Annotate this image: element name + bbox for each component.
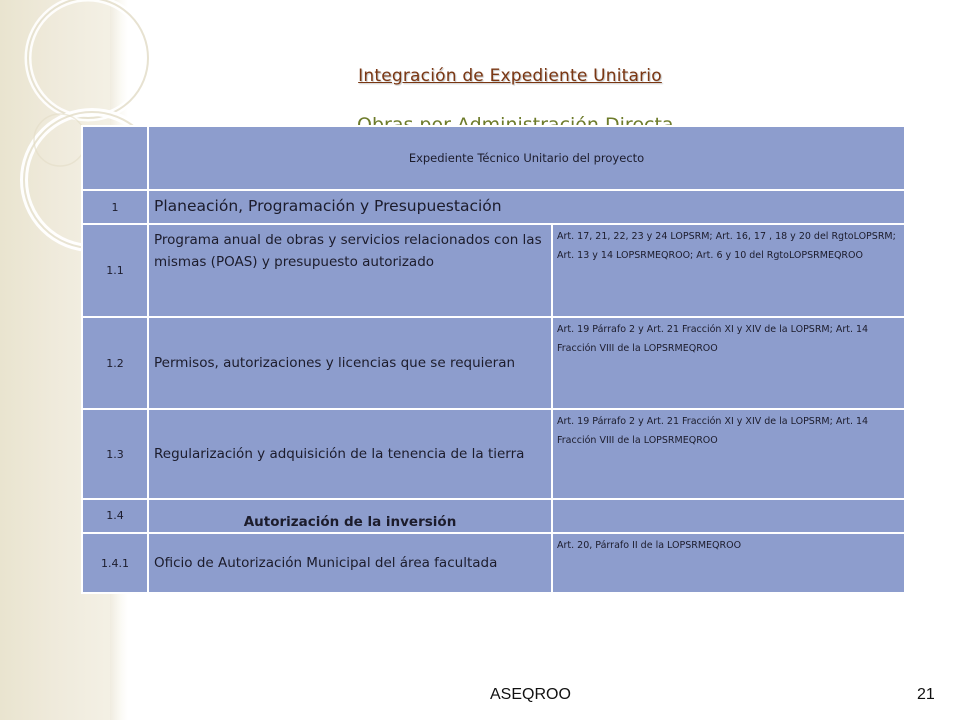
row-legal-basis: Art. 19 Párrafo 2 y Art. 21 Fracción XI y XIV de la LOPSRM; Art. 14 Fracción VIII de la LOPSRMEQROO — [552, 409, 905, 499]
row-number: 1.4 — [82, 499, 148, 533]
table-header: Expediente Técnico Unitario del proyecto — [148, 126, 905, 190]
footer-page-number: 21 — [917, 686, 935, 703]
table-row — [82, 317, 905, 409]
footer-organization: ASEQROO — [490, 686, 571, 703]
table-row — [82, 409, 905, 499]
row-number: 1.4.1 — [82, 533, 148, 593]
row-legal-basis: Art. 19 Párrafo 2 y Art. 21 Fracción XI y XIV de la LOPSRM; Art. 14 Fracción VIII de la LOPSRMEQROO — [552, 317, 905, 409]
row-legal-basis: Art. 17, 21, 22, 23 y 24 LOPSRM; Art. 16, 17 , 18 y 20 del RgtoLOPSRM; Art. 13 y 14 LOPSRMEQROO; Art. 6 y 10 del RgtoLOPSRMEQROO — [552, 224, 905, 317]
table-row — [82, 190, 905, 224]
row-description: Programa anual de obras y servicios relacionados con las mismas (POAS) y presupuesto autorizado — [148, 224, 552, 317]
row-description: Oficio de Autorización Municipal del área facultada — [148, 533, 552, 593]
row-description: Planeación, Programación y Presupuestación — [148, 190, 905, 224]
row-number: 1.1 — [82, 224, 148, 317]
slide-title: Integración de Expediente Unitario — [358, 66, 662, 86]
row-legal-basis — [552, 499, 905, 533]
table-header-row — [82, 126, 905, 190]
table-row — [82, 533, 905, 593]
expediente-table — [81, 125, 906, 594]
row-number: 1 — [82, 190, 148, 224]
header-empty-cell — [82, 126, 148, 190]
row-description: Permisos, autorizaciones y licencias que se requieran — [148, 317, 552, 409]
row-legal-basis: Art. 20, Párrafo II de la LOPSRMEQROO — [552, 533, 905, 593]
row-number: 1.2 — [82, 317, 148, 409]
table-row — [82, 499, 905, 533]
row-description: Regularización y adquisición de la tenencia de la tierra — [148, 409, 552, 499]
row-description: Autorización de la inversión — [148, 499, 552, 533]
row-number: 1.3 — [82, 409, 148, 499]
table-row — [82, 224, 905, 317]
